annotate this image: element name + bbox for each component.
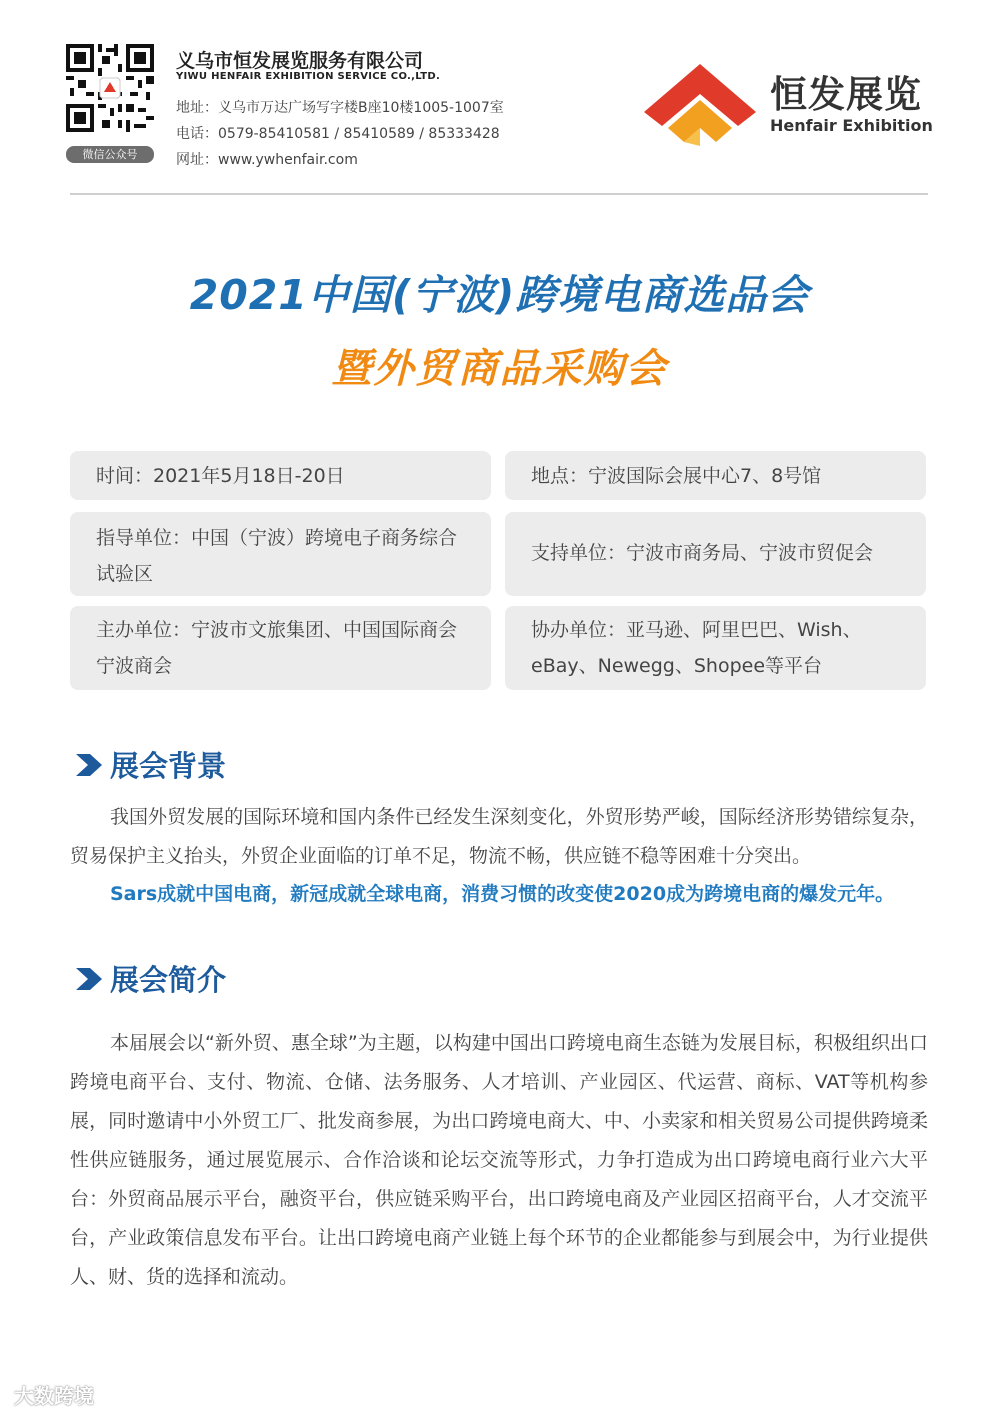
- header-divider: [70, 193, 928, 195]
- chevron-right-icon: [74, 752, 104, 778]
- company-name-cn: 义乌市恒发展览服务有限公司: [176, 50, 424, 72]
- company-name-en: YIWU HENFAIR EXHIBITION SERVICE CO.,LTD.: [176, 71, 441, 82]
- logo-text-en: Henfair Exhibition: [770, 116, 933, 135]
- info-co-organizer: 协办单位：亚马逊、阿里巴巴、Wish、eBay、Newegg、Shopee等平台: [505, 606, 926, 690]
- logo-text-cn: 恒发展览: [770, 73, 922, 116]
- info-host-unit: 主办单位：宁波市文旅集团、中国国际商会宁波商会: [70, 606, 491, 690]
- section-intro-title: 展会简介: [110, 963, 227, 997]
- main-title: 2021中国(宁波)跨境电商选品会: [189, 271, 810, 319]
- background-paragraph: 我国外贸发展的国际环境和国内条件已经发生深刻变化，外贸形势严峻，国际经济形势错综复杂，贸易保护主义抬头，外贸企业面临的订单不足，物流不畅，供应链不稳等困难十分突出。: [70, 806, 928, 867]
- chevron-right-icon: [74, 966, 104, 992]
- address-text: 地址：义乌市万达广场写字楼B座10楼1005-1007室: [176, 100, 504, 116]
- watermark: 大数跨境: [14, 1384, 94, 1408]
- info-guide-unit: 指导单位：中国（宁波）跨境电子商务综合试验区: [70, 512, 491, 596]
- background-highlight: Sars成就中国电商，新冠成就全球电商，消费习惯的改变使2020成为跨境电商的爆发元年。: [110, 883, 895, 905]
- info-support-unit: 支持单位：宁波市商务局、宁波市贸促会: [505, 512, 926, 596]
- intro-paragraph: 本届展会以“新外贸、惠全球”为主题，以构建中国出口跨境电商生态链为发展目标，积极组织出口跨境电商平台、支付、物流、仓储、法务服务、人才培训、产业园区、代运营、商标、VAT等机构参展，同时邀请中小外贸工厂、批发商参展，为出口跨境电商大、中、小卖家和相关贸易公司提供跨境柔性供应链服务，通过展览展示、合作洽谈和论坛交流等形式，力争打造成为出口跨境电商行业六大平台：外贸商品展示平台，融资平台，供应链采购平台，出口跨境电商及产业园区招商平台，人才交流平台，产业政策信息发布平台。让出口跨境电商产业链上每个环节的企业都能参与到展会中，为行业提供人、财、货的选择和流动。: [70, 1032, 928, 1288]
- qr-caption: 微信公众号: [66, 146, 154, 163]
- phone-text: 电话：0579-85410581 / 85410589 / 85333428: [176, 126, 500, 142]
- info-venue: 地点：宁波国际会展中心7、8号馆: [505, 451, 926, 500]
- info-time: 时间：2021年5月18日-20日: [70, 451, 491, 500]
- qr-code: [66, 44, 154, 132]
- sub-title: 暨外贸商品采购会: [331, 346, 668, 392]
- website-text: 网址：www.ywhenfair.com: [176, 152, 358, 168]
- henfair-logo-icon: [640, 60, 760, 146]
- section-background-title: 展会背景: [110, 749, 227, 783]
